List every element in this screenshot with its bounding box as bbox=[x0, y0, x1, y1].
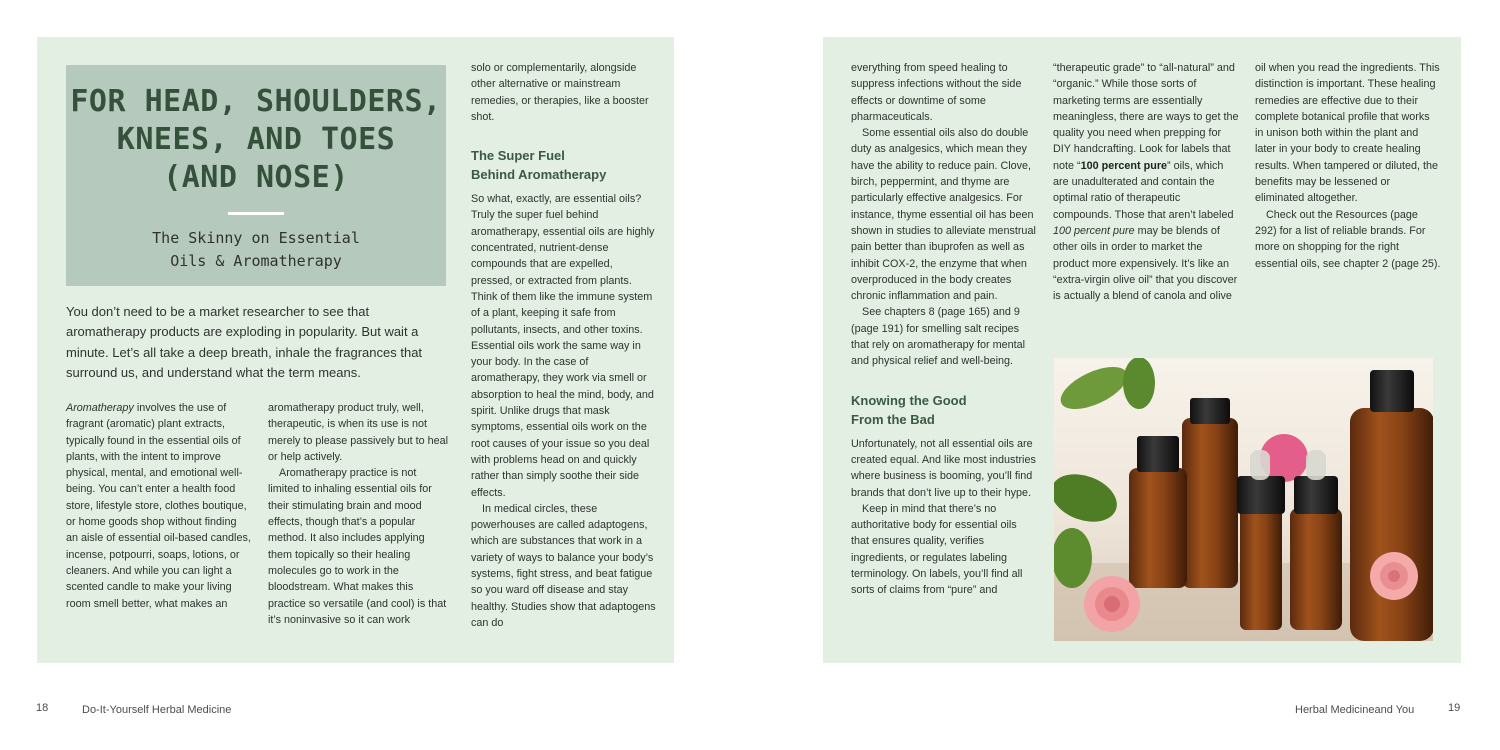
emphasis-term: 100 percent pure bbox=[1053, 224, 1135, 237]
section-heading bbox=[471, 146, 656, 184]
left-column-2 bbox=[268, 400, 450, 628]
body-paragraph: Some essential oils also do double duty as analgesics, which mean they have the ability to reduce pain. Clove, birch, peppermint, and thyme are particularly effective analgesics. For instance, thyme essential oil has been shown in studies to alleviate menstrual pain better than ibuprofen as well as inhibit COX-2, the enzyme that when overproduced in the body creates chronic inflammation and pain. bbox=[851, 127, 1036, 303]
body-paragraph: Unfortunately, not all essential oils are created equal. And like most industries where business is booming, you’ll find brands that don’t live up to their hype. bbox=[851, 437, 1036, 499]
paragraph-text: ” oils, which are unadulterated and contain the optimal ratio of therapeutic compounds. Those that aren’t labeled bbox=[1053, 159, 1234, 221]
body-paragraph: everything from speed healing to suppress infections without the side effects or downtime of some pharmaceuticals. bbox=[851, 62, 1022, 123]
chapter-subtitle bbox=[66, 227, 446, 273]
body-paragraph bbox=[66, 400, 251, 612]
page-number-left: 18 bbox=[36, 702, 49, 714]
body-paragraph: In medical circles, these powerhouses are called adaptogens, which are substances that work in a variety of ways to balance your body’s systems, fight stress, and beat fatigue so you ward off disease and stay healthy. Studies show that adaptogens can do bbox=[471, 502, 656, 629]
body-paragraph: See chapters 8 (page 165) and 9 (page 191) for smelling salt recipes that rely on aromatherapy for mental and physical relief and well-being. bbox=[851, 306, 1026, 368]
title-divider bbox=[228, 212, 284, 215]
section-heading-line: Knowing the Good bbox=[851, 392, 967, 408]
right-page bbox=[823, 37, 1461, 663]
body-paragraph: oil when you read the ingredients. This distinction is important. These healing remedies are effective due to their complete botanical profile that works in unison both within the plant and later in your body to create healing results. When tampered or diluted, the benefits may be lessened or eliminated altogether. bbox=[1255, 62, 1440, 205]
essential-oils-photo bbox=[1054, 358, 1433, 641]
body-paragraph: Keep in mind that there’s no authoritative body for essential oils that ensures quality, verifies ingredients, or regulates labeling terminology. On labels, you’ll find all sorts of claims from “pure” and bbox=[851, 502, 1023, 597]
running-footer-right: Herbal Medicineand You bbox=[1295, 704, 1415, 716]
body-paragraph: Aromatherapy practice is not limited to inhaling essential oils for their stimulating brain and mood effects, though that’s a popular method. It also includes applying them topically so their healing molecules go to work in the bloodstream. What makes this practice so versatile (and cool) is that it’s noninvasive so it can work bbox=[268, 467, 447, 626]
section-heading-line: Behind Aromatherapy bbox=[471, 167, 607, 183]
section-heading bbox=[851, 391, 1037, 429]
chapter-subtitle-line: Oils & Aromatherapy bbox=[170, 252, 342, 270]
paragraph-text: may be blends of other oils in order to market the product more expensively. It’s like an “extra-virgin olive oil” that you discover is actually a blend of canola and olive bbox=[1053, 224, 1238, 303]
body-paragraph: Check out the Resources (page 292) for a list of reliable brands. For more on shopping for the right essential oils, see chapter 2 (page 25). bbox=[1255, 208, 1441, 270]
chapter-title-line: (AND NOSE) bbox=[163, 160, 349, 195]
left-column-3 bbox=[471, 60, 656, 631]
left-column-1 bbox=[66, 400, 251, 612]
running-footer-left: Do-It-Yourself Herbal Medicine bbox=[82, 704, 232, 716]
chapter-title bbox=[66, 83, 446, 197]
chapter-title-line: KNEES, AND TOES bbox=[116, 122, 396, 157]
intro-paragraph: You don’t need to be a market researcher to see that aromatherapy products are exploding in popularity. But wait a minute. Let’s all take a deep breath, inhale the fragrances that surround us, and understand what the term means. bbox=[66, 304, 423, 381]
emphasis-term: Aromatherapy bbox=[66, 402, 134, 414]
page-number-right: 19 bbox=[1448, 702, 1461, 714]
paragraph-text: involves the use of fragrant (aromatic) plant extracts, typically found in the essential oils of plants, with the intent to improve physical, mental, and emotional well-being. You can’t enter a health food store, lifestyle store, clothes boutique, or home goods shop without finding an aisle of essential oil-based candles, incense, potpourri, soaps, lotions, or cleaners. And while you can light a scented candle to make your living room smell better, what makes an bbox=[66, 402, 251, 610]
body-paragraph bbox=[1053, 60, 1239, 304]
section-heading-line: The Super Fuel bbox=[471, 148, 565, 164]
right-column-2 bbox=[1053, 60, 1239, 304]
left-page bbox=[37, 37, 674, 663]
chapter-subtitle-line: The Skinny on Essential bbox=[152, 229, 360, 247]
paragraph-text: “therapeutic grade” to “all-natural” and “organic.” While those sorts of marketing terms are essentially meaningless, there are ways to get the quality you need when prepping for DIY handcrafting. Look for labels that note “ bbox=[1053, 62, 1239, 172]
right-column-3 bbox=[1255, 60, 1441, 272]
body-paragraph: So what, exactly, are essential oils? Truly the super fuel behind aromatherapy, essential oils are highly concentrated, nutrient-dense compounds that are expelled, pressed, or extracted from plants. Think of them like the immune system of a plant, keeping it safe from pollutants, insects, and other toxins. Essential oils work the same way in your body. In the case of aromatherapy, they work via smell or absorption to heal the mind, body, and spirit. Unlike drugs that mask symptoms, essential oils work on the root causes of your issue so you deal with problems head on and quickly rather than simply soothe their side effects. bbox=[471, 193, 655, 499]
right-column-1 bbox=[851, 60, 1037, 599]
body-paragraph: aromatherapy product truly, well, therapeutic, is when its use is not merely to please passively but to heal or help actively. bbox=[268, 402, 449, 463]
strong-text: 100 percent pure bbox=[1080, 159, 1168, 172]
body-paragraph: solo or complementarily, alongside other alternative or mainstream remedies, or therapies, like a booster shot. bbox=[471, 62, 649, 123]
chapter-title-line: FOR HEAD, SHOULDERS, bbox=[70, 84, 442, 119]
chapter-title-box bbox=[66, 65, 446, 286]
section-heading-line: From the Bad bbox=[851, 411, 935, 427]
